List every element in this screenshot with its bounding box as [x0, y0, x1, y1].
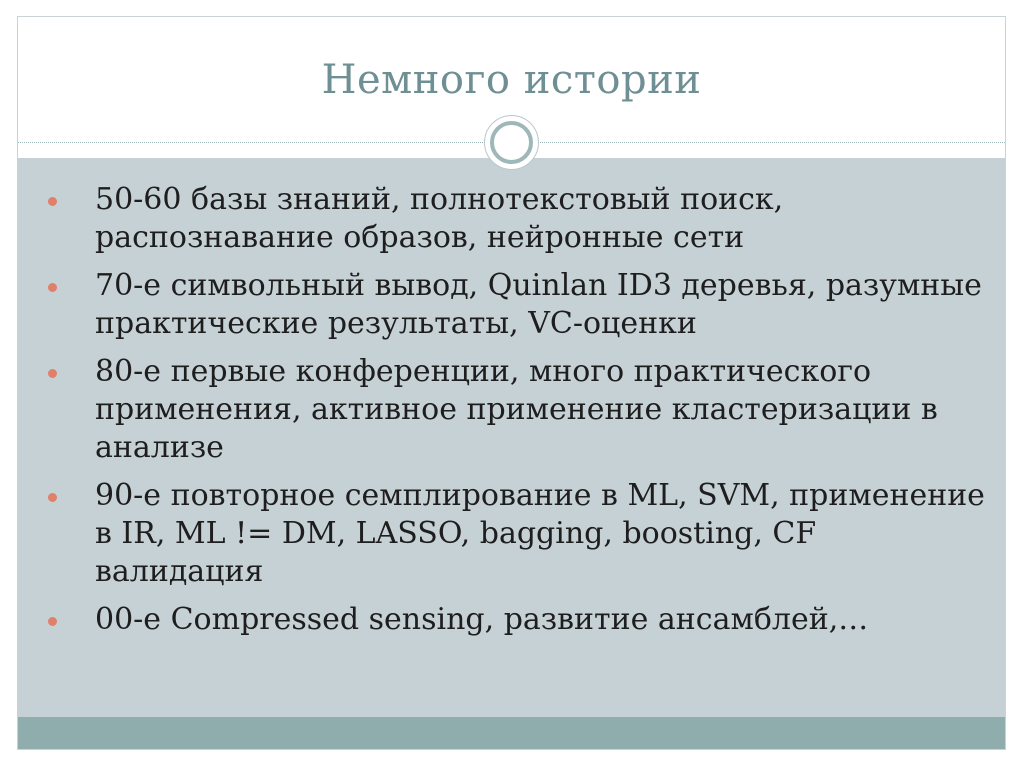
- bullet-dot-icon: [48, 197, 57, 206]
- bullet-item: [48, 477, 988, 591]
- bullet-item: [48, 181, 988, 257]
- bullet-text: 90-е повторное семплирование в ML, SVM, применение в IR, ML != DM, LASSO, bagging, boosting, CF валидация: [95, 478, 985, 589]
- slide: [17, 16, 1006, 750]
- bullet-item: [48, 353, 988, 467]
- bullet-dot-icon: [48, 369, 57, 378]
- bullet-text: 00-е Compressed sensing, развитие ансамблей,…: [95, 602, 869, 637]
- ring-ornament-icon: [484, 115, 539, 170]
- footer-bar: [18, 717, 1005, 750]
- bullet-text: 50-60 базы знаний, полнотекстовый поиск, распознавание образов, нейронные сети: [95, 182, 784, 255]
- slide-title: Немного истории: [321, 57, 702, 103]
- bullet-dot-icon: [48, 283, 57, 292]
- bullet-dot-icon: [48, 493, 57, 502]
- bullet-item: [48, 267, 988, 343]
- bullet-dot-icon: [48, 617, 57, 626]
- bullet-text: 70-е символьный вывод, Quinlan ID3 деревья, разумные практические результаты, VC-оценки: [95, 268, 982, 341]
- bullet-item: [48, 601, 988, 639]
- bullet-text: 80-е первые конференции, много практического применения, активное применение кластеризации в анализе: [95, 354, 938, 465]
- bullet-list: [48, 181, 988, 649]
